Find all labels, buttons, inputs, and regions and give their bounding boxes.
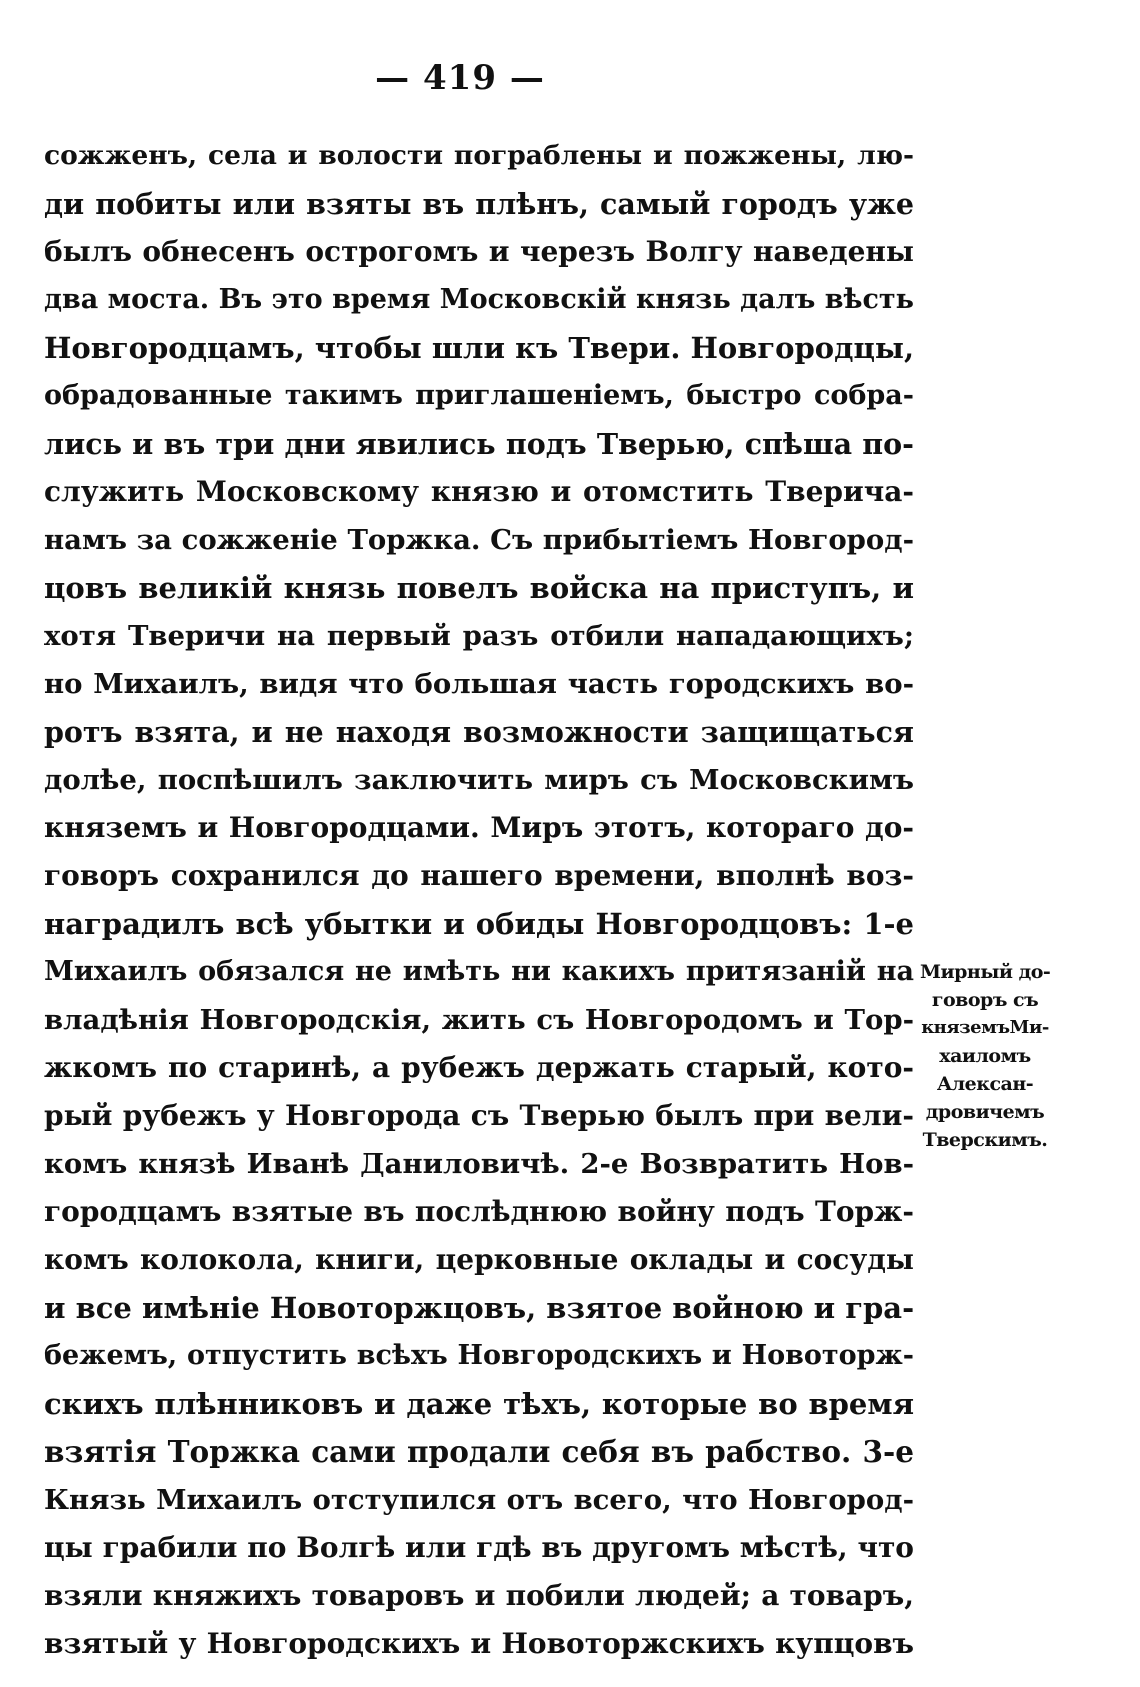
text-line: взятія Торжка сами продали себя въ рабство. 3-е: [44, 1434, 914, 1469]
text-line: былъ обнесенъ острогомъ и черезъ Волгу наведены: [44, 235, 914, 268]
text-line: взятый у Новгородскихъ и Новоторжскихъ купцовъ: [44, 1627, 914, 1660]
text-line: намъ за сожженіе Торжка. Съ прибытіемъ Новгород-: [44, 524, 914, 556]
text-line: взяли княжихъ товаровъ и побили людей; а товаръ,: [44, 1579, 914, 1612]
margin-note-line: дровичемъ: [925, 1101, 1045, 1123]
text-line: Новгородцамъ, чтобы шли къ Твери. Новгородцы,: [44, 331, 915, 365]
text-line: долѣе, поспѣшилъ заключить миръ съ Московскимъ: [44, 764, 914, 796]
margin-note-line: Тверскимъ.: [922, 1129, 1048, 1151]
text-line: два моста. Въ это время Московскій князь далъ вѣсть: [44, 284, 914, 315]
margin-note-line: Мирный до-: [920, 961, 1051, 983]
text-line: говоръ сохранился до нашего времени, вполнѣ воз-: [44, 859, 914, 892]
text-line: ди побиты или взяты въ плѣнъ, самый городъ уже: [44, 187, 914, 221]
margin-note: [920, 958, 1050, 1154]
text-line: скихъ плѣнниковъ и даже тѣхъ, которые во время: [44, 1387, 914, 1421]
text-line: комъ колокола, книги, церковные оклады и сосуды: [44, 1243, 914, 1276]
body-text: [44, 132, 914, 1668]
margin-note-line: говоръ съ: [931, 989, 1039, 1011]
text-line: но Михаилъ, видя что большая часть городскихъ во-: [44, 668, 914, 700]
text-line: владѣнія Новгородскія, жить съ Новгородомъ и Тор-: [44, 1004, 914, 1036]
text-line: княземъ и Новгородцами. Миръ этотъ, котораго до-: [44, 811, 914, 844]
text-line: городцамъ взятые въ послѣднюю войну подъ Торж-: [44, 1195, 914, 1228]
text-line: Князь Михаилъ отступился отъ всего, что Новгород-: [44, 1484, 914, 1516]
text-line: цы грабили по Волгѣ или гдѣ въ другомъ мѣстѣ, что: [44, 1531, 914, 1564]
text-line: Михаилъ обязался не имѣть ни какихъ притязаній на: [44, 956, 914, 987]
text-line: жкомъ по старинѣ, а рубежъ держать старый, кото-: [44, 1051, 914, 1084]
text-line: хотя Тверичи на первый разъ отбили нападающихъ;: [44, 620, 914, 652]
text-line: и все имѣніе Новоторжцовъ, взятое войною и гра-: [44, 1291, 915, 1325]
text-line: цовъ великій князь повелъ войска на приступъ, и: [44, 571, 914, 605]
margin-note-line: княземъМи-: [921, 1017, 1049, 1038]
text-line: служить Московскому князю и отомстить Тверича-: [44, 475, 914, 508]
text-line: рый рубежъ у Новгорода съ Тверью былъ при вели-: [44, 1099, 914, 1132]
text-line: наградилъ всѣ убытки и обиды Новгородцовъ: 1-е: [44, 907, 914, 941]
text-line: комъ князѣ Иванѣ Даниловичѣ. 2-е Возвратить Нов-: [44, 1148, 914, 1180]
text-line: ротъ взята, и не находя возможности защищаться: [44, 715, 914, 749]
text-line: обрадованные такимъ приглашеніемъ, быстро собра-: [44, 380, 914, 411]
margin-note-line: Алексан-: [936, 1073, 1034, 1095]
text-line: сожженъ, села и волости пограблены и пожжены, лю-: [44, 140, 914, 171]
margin-note-line: хаиломъ: [939, 1045, 1031, 1067]
text-line: лись и въ три дни явились подъ Тверью, спѣша по-: [44, 427, 914, 461]
text-line: бежемъ, отпустить всѣхъ Новгородскихъ и Новоторж-: [44, 1340, 914, 1371]
page-number: — 419 —: [375, 58, 545, 98]
